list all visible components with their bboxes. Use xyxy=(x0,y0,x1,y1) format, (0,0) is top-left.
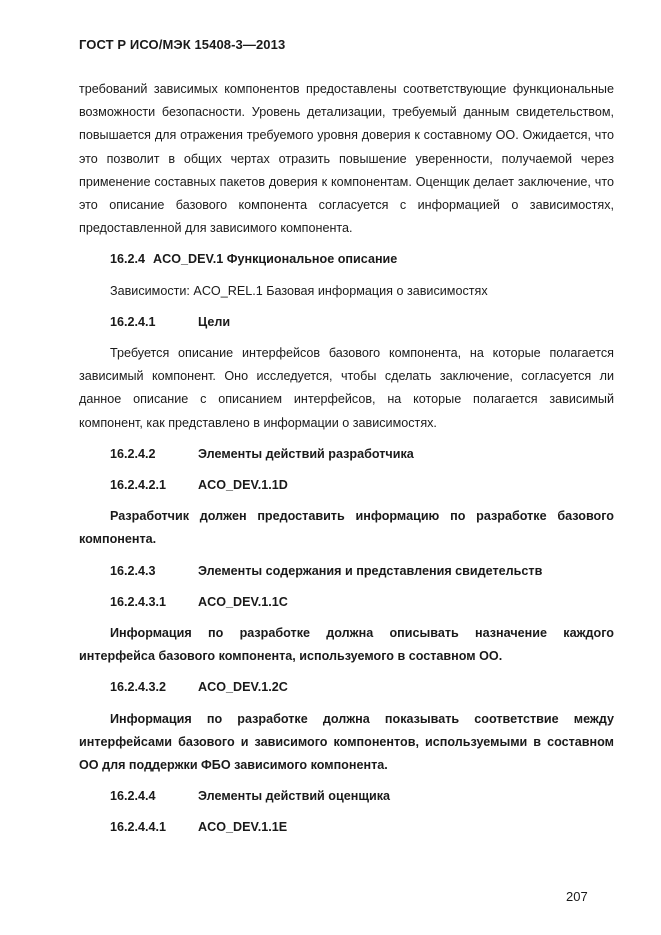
section-heading-16-2-4-3-1 xyxy=(79,591,614,614)
section-heading-16-2-4-1 xyxy=(79,311,614,334)
section-number: 16.2.4 xyxy=(110,252,146,267)
section-title: ACO_DEV.1.1C xyxy=(198,594,288,609)
intro-paragraph: требований зависимых компонентов предоставлены соответствующие функциональные возможности безопасности. Уровень детализации, требуемый данным свидетельством, повышается для отражения требуемого уровня доверия к составному ОО. Ожидается, что это позволит в общих чертах отразить повышение уверенности, получаемой через применение составных пакетов доверия к компонентам. Оценщик делает заключение, что это описание базового компонента согласуется с информацией о зависимостях, предоставленной для зависимого компонента. xyxy=(79,82,614,236)
section-title: ACO_DEV.1.1E xyxy=(198,820,288,835)
page-header: ГОСТ Р ИСО/МЭК 15408-3—2013 xyxy=(79,37,286,52)
section-number: 16.2.4.1 xyxy=(110,314,156,329)
section-title: Цели xyxy=(198,314,231,329)
content-element-1c-paragraph: Информация по разработке должна описывать назначение каждого интерфейса базового компонента, используемого в составном ОО. xyxy=(79,626,614,664)
section-heading-16-2-4-2 xyxy=(79,443,614,466)
page-number: 207 xyxy=(566,889,588,904)
section-number: 16.2.4.4 xyxy=(110,789,156,804)
section-number: 16.2.4.3.1 xyxy=(110,594,167,609)
document-body xyxy=(79,78,614,848)
dependencies-line: Зависимости: ACO_REL.1 Базовая информация о зависимостях xyxy=(110,283,488,298)
section-heading-16-2-4 xyxy=(79,248,614,271)
section-title: ACO_DEV.1.1D xyxy=(198,478,288,493)
section-number: 16.2.4.2.1 xyxy=(110,478,167,493)
developer-element-paragraph: Разработчик должен предоставить информацию по разработке базового компонента. xyxy=(79,509,614,547)
section-heading-16-2-4-2-1 xyxy=(79,474,614,497)
section-heading-16-2-4-3-2 xyxy=(79,676,614,699)
section-heading-16-2-4-4 xyxy=(79,785,614,808)
goals-paragraph: Требуется описание интерфейсов базового компонента, на которые полагается зависимый компонент. Оно исследуется, чтобы сделать заключение, согласуется ли данное описание с описанием интерфейсов, на которые полагается зависимый компонент, как представлено в информации о зависимостях. xyxy=(79,346,614,430)
section-title: Элементы содержания и представления свидетельств xyxy=(198,563,543,578)
section-number: 16.2.4.2 xyxy=(110,446,156,461)
section-title: ACO_DEV.1 Функциональное описание xyxy=(153,252,398,267)
section-title: Элементы действий разработчика xyxy=(198,446,414,461)
section-heading-16-2-4-4-1 xyxy=(79,816,614,839)
section-number: 16.2.4.4.1 xyxy=(110,820,167,835)
section-number: 16.2.4.3.2 xyxy=(110,680,167,695)
section-title: ACO_DEV.1.2C xyxy=(198,680,288,695)
content-element-2c-paragraph: Информация по разработке должна показывать соответствие между интерфейсами базового и зависимого компонентов, используемыми в составном ОО для поддержки ФБО зависимого компонента. xyxy=(79,711,614,773)
section-number: 16.2.4.3 xyxy=(110,563,156,578)
section-title: Элементы действий оценщика xyxy=(198,789,391,804)
section-heading-16-2-4-3 xyxy=(79,560,614,583)
